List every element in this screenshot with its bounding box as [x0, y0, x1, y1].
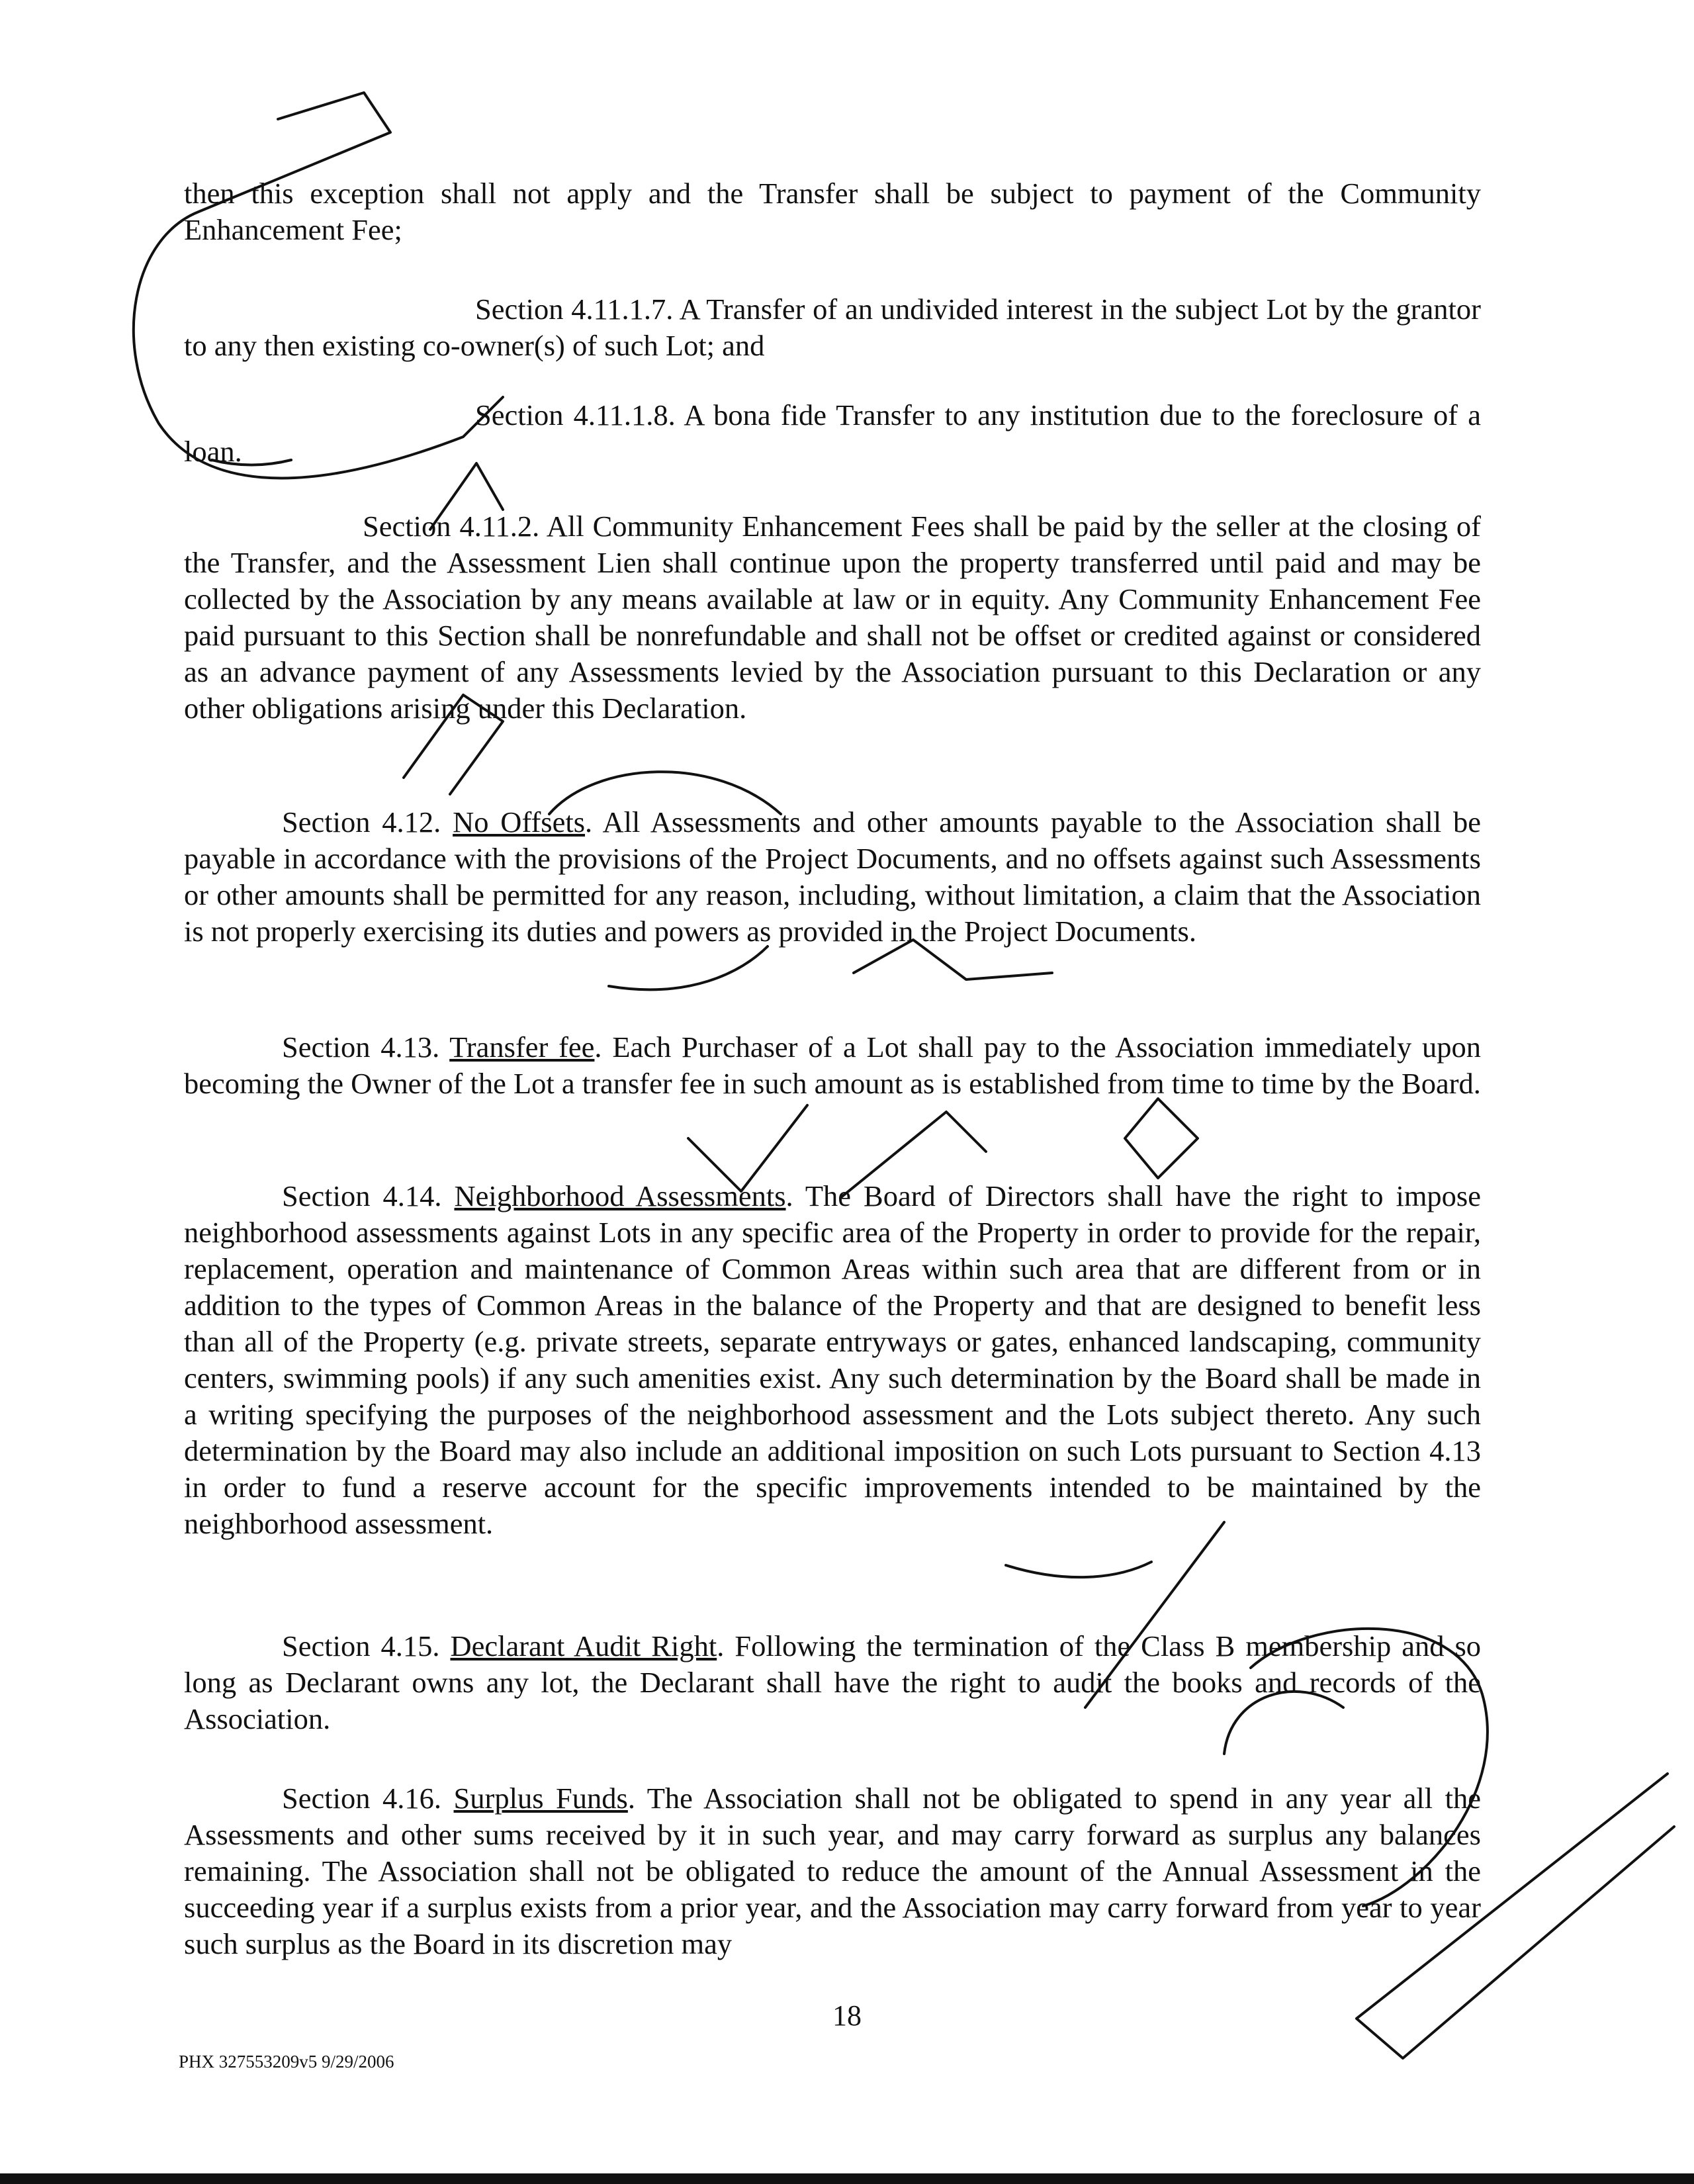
- paragraph-section-4-15: Section 4.15. Declarant Audit Right. Following the termination of the Class B membership and so long as Declarant owns any lot, the Declarant shall have the right to audit the books and records of the Association.: [184, 1629, 1482, 1735]
- section-number: Section 4.12.: [282, 805, 441, 839]
- paragraph-section-4-11-1-8: Section 4.11.1.8. A bona fide Transfer to any institution due to the foreclosure of a loan.: [184, 398, 1481, 468]
- section-number: Section 4.16.: [282, 1782, 441, 1815]
- scribble-diamond: [1125, 1099, 1198, 1178]
- section-body: The Board of Directors shall have the right to impose neighborhood assessments against Lots in any specific area of the Property in order to provide for the repair, replacement, operation and maintenance of Common Areas within such area that are different from or in addition to the types of Common Areas in the balance of the Property and that are designed to benefit less than all of the Property (e.g. private streets, separate entryways or gates, enhanced landscaping, community centers, swimming pools) if any such amenities exist. Any such determination by the Board shall be made in a writing specifying the purposes of the neighborhood assessment and the Lots subject thereto. Any such determination by the Board may also include an additional imposition on such Lots pursuant to Section 4.13 in order to fund a reserve account for the specific improvements intended to be maintained by the neighborhood assessment.: [184, 1179, 1482, 1540]
- section-title: Transfer fee: [449, 1030, 595, 1064]
- section-body: Each Purchaser of a Lot shall pay to the Association immediately upon becoming the Owner of the Lot a transfer fee in such amount as is established from time to time by the Board.: [184, 1030, 1481, 1100]
- section-body: Following the termination of the Class B membership and so long as Declarant owns any lot, the Declarant shall have the right to audit the books and records of the Association.: [184, 1629, 1482, 1735]
- document-id: PHX 327553209v5 9/29/2006: [179, 2052, 394, 2071]
- section-body: All Assessments and other amounts payable to the Association shall be payable in accordance with the provisions of the Project Documents, and no offsets against such Assessments or other amounts shall be permitted for any reason, including, without limitation, a claim that the Association is not properly exercising its duties and powers as provided in the Project Documents.: [184, 805, 1482, 948]
- paragraph-continuation: then this exception shall not apply and the Transfer shall be subject to payment of the Community Enhancement Fee;: [184, 177, 1481, 246]
- scan-bottom-border: [0, 2173, 1694, 2184]
- paragraph-section-4-11-2: Section 4.11.2. All Community Enhancement Fees shall be paid by the seller at the closing of the Transfer, and the Assessment Lien shall continue upon the property transferred until paid and may be collected by the Association by any means available at law or in equity. Any Community Enhancement Fee paid pursuant to this Section shall be nonrefundable and shall not be offset or credited against or considered as an advance payment of any Assessments levied by the Association pursuant to this Declaration or any other obligations arising under this Declaration.: [184, 510, 1481, 725]
- paragraph-section-4-14: Section 4.14. Neighborhood Assessments. The Board of Directors shall have the right to impose neighborhood assessments against Lots in any specific area of the Property in order to provide for the repair, replacement, operation and maintenance of Common Areas within such area that are different from or in addition to the types of Common Areas in the balance of the Property and that are designed to benefit less than all of the Property (e.g. private streets, separate entryways or gates, enhanced landscaping, community centers, swimming pools) if any such amenities exist. Any such determination by the Board shall be made in a writing specifying the purposes of the neighborhood assessment and the Lots subject thereto. Any such determination by the Board may also include an additional imposition on such Lots pursuant to Section 4.13 in order to fund a reserve account for the specific improvements intended to be maintained by the neighborhood assessment.: [184, 1179, 1482, 1540]
- section-title: Declarant Audit Right: [450, 1629, 717, 1662]
- scribble-neighborhood-curve: [1006, 1562, 1151, 1577]
- paragraph-section-4-12: Section 4.12. No Offsets. All Assessments and other amounts payable to the Association shall be payable in accordance with the provisions of the Project Documents, and no offsets against such Assessments or other amounts shall be permitted for any reason, including, without limitation, a claim that the Association is not properly exercising its duties and powers as provided in the Project Documents.: [184, 805, 1482, 948]
- paragraph-section-4-16: Section 4.16. Surplus Funds. The Association shall not be obligated to spend in any year all the Assessments and other sums received by it in such year, and may carry forward as surplus any balances remaining. The Association shall not be obligated to reduce the amount of the Annual Assessment in the succeeding year if a surplus exists from a prior year, and the Association may carry forward from year to year such surplus as the Board in its discretion may: [184, 1782, 1481, 1960]
- scribble-curve-documents: [609, 946, 768, 989]
- section-number: Section 4.14.: [282, 1179, 442, 1212]
- page-number: 18: [832, 1999, 862, 2032]
- section-title: No Offsets: [453, 805, 586, 839]
- paragraph-section-4-13: Section 4.13. Transfer fee. Each Purchaser of a Lot shall pay to the Association immediately upon becoming the Owner of the Lot a transfer fee in such amount as is established from time to time by the Board.: [184, 1030, 1481, 1100]
- section-body: The Association shall not be obligated to spend in any year all the Assessments and other sums received by it in such year, and may carry forward as surplus any balances remaining. The Association shall not be obligated to reduce the amount of the Annual Assessment in the succeeding year if a surplus exists from a prior year, and the Association may carry forward from year to year such surplus as the Board in its discretion may: [184, 1782, 1481, 1960]
- section-number: Section 4.15.: [282, 1629, 440, 1662]
- section-number: Section 4.13.: [282, 1030, 440, 1064]
- paragraph-section-4-11-1-7: Section 4.11.1.7. A Transfer of an undivided interest in the subject Lot by the grantor to any then existing co-owner(s) of such Lot; and: [184, 293, 1481, 362]
- section-title: Neighborhood Assessments: [454, 1179, 786, 1212]
- section-title: Surplus Funds: [453, 1782, 628, 1815]
